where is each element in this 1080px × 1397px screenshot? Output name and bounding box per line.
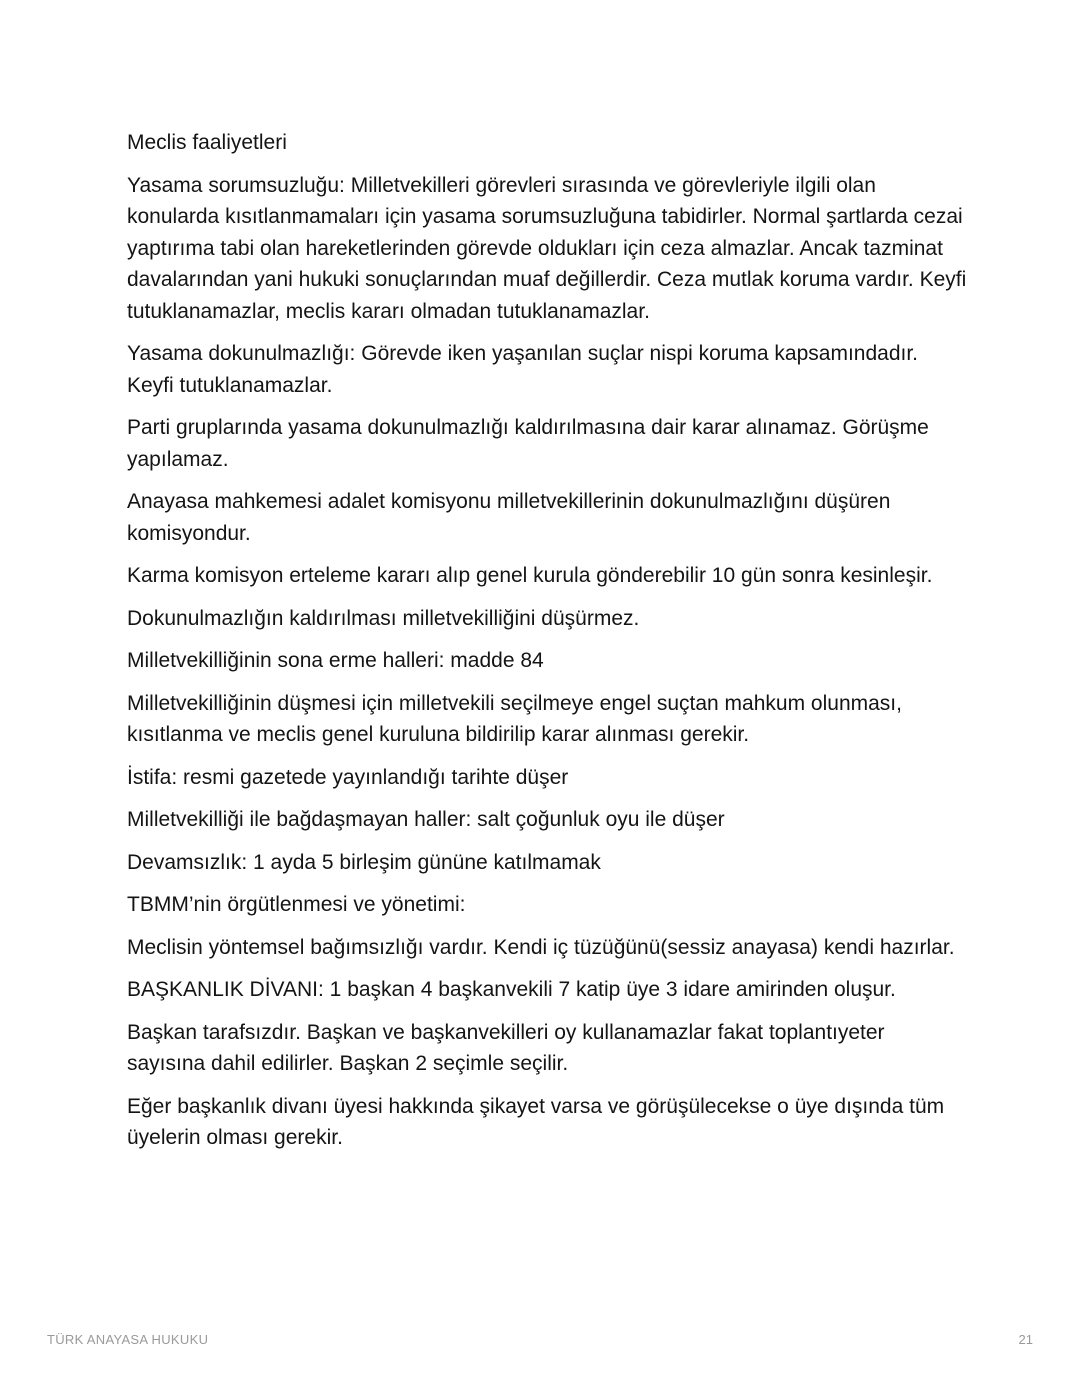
paragraph: Karma komisyon erteleme kararı alıp genel kurula gönderebilir 10 gün sonra kesinleşir. xyxy=(127,564,933,587)
section-heading: Meclis faaliyetleri xyxy=(127,131,287,154)
paragraph: BAŞKANLIK DİVANI: 1 başkan 4 başkanvekili 7 katip üye 3 idare amirinden oluşur. xyxy=(127,978,896,1001)
paragraph: Parti gruplarında yasama dokunulmazlığı kaldırılmasına dair karar alınamaz. Görüşme yapılamaz. xyxy=(127,416,929,471)
paragraph: Devamsızlık: 1 ayda 5 birleşim gününe katılmamak xyxy=(127,850,601,874)
paragraph: Milletvekilliğinin düşmesi için milletvekili seçilmeye engel suçtan mahkum olunması, kısıtlanma ve meclis genel kuruluna bildirilip karar alınması gerekir. xyxy=(127,691,902,746)
paragraph: Milletvekilliği ile bağdaşmayan haller: salt çoğunluk oyu ile düşer xyxy=(127,808,725,831)
paragraph: Anayasa mahkemesi adalet komisyonu milletvekillerinin dokunulmazlığını düşüren komisyondur. xyxy=(127,490,891,545)
paragraph: Eğer başkanlık divanı üyesi hakkında şikayet varsa ve görüşülecekse o üye dışında tüm üyelerin olması gerekir. xyxy=(127,1094,945,1149)
paragraph: Meclisin yöntemsel bağımsızlığı vardır. Kendi iç tüzüğünü(sessiz anayasa) kendi hazırlar. xyxy=(127,935,955,959)
paragraph: Yasama dokunulmazlığı: Görevde iken yaşanılan suçlar nispi koruma kapsamındadır. Keyfi tutuklanamazlar. xyxy=(127,342,919,397)
paragraph: Yasama sorumsuzluğu: Milletvekilleri görevleri sırasında ve görevleriyle ilgili olan konularda kısıtlanmamaları için yasama sorumsuzluğuna tabidirler. Normal şartlarda cezai yaptırıma tabi olan hareketlerinden görevde oldukları için ceza almazlar. Ancak tazminat davalarından yani hukuki sonuçlarından muaf değillerdir. Ceza mutlak koruma vardır. Keyfi tutuklanamazlar, meclis kararı olmadan tutuklanamazlar. xyxy=(127,173,967,323)
subsection-heading: TBMM’nin örgütlenmesi ve yönetimi: xyxy=(127,893,466,916)
page-body xyxy=(127,127,967,1165)
paragraph: Dokunulmazlığın kaldırılması milletvekilliğini düşürmez. xyxy=(127,606,640,630)
footer-document-title: TÜRK ANAYASA HUKUKU xyxy=(47,1332,209,1347)
paragraph: İstifa: resmi gazetede yayınlandığı tarihte düşer xyxy=(127,765,569,789)
footer-page-number: 21 xyxy=(1018,1332,1033,1347)
paragraph: Başkan tarafsızdır. Başkan ve başkanvekilleri oy kullanamazlar fakat toplantıyeter sayısına dahil edilirler. Başkan 2 seçimle seçilir. xyxy=(127,1020,885,1075)
paragraph: Milletvekilliğinin sona erme halleri: madde 84 xyxy=(127,649,544,672)
